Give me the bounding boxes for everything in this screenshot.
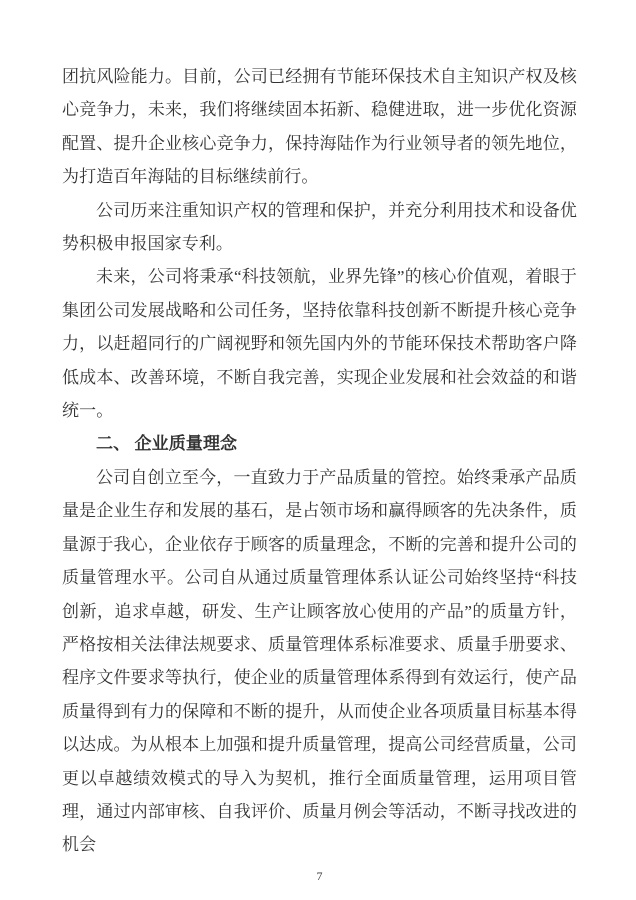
body-paragraph: 团抗风险能力。目前，公司已经拥有节能环保技术自主知识产权及核心竞争力，未来，我们将继续固本拓新、稳健进取，进一步优化资源配置、提升企业核心竞争力，保持海陆作为行业领导者的领先地位，为打造百年海陆的目标继续前行。 [62, 67, 577, 187]
body-paragraph: 公司自创立至今，一直致力于产品质量的管控。始终秉承产品质量是企业生存和发展的基石，是占领市场和赢得顾客的先决条件，质量源于我心，企业依存于顾客的质量理念，不断的完善和提升公司的质量管理水平。公司自从通过质量管理体系认证公司始终坚持“科技创新，追求卓越，研发、生产让顾客放心使用的产品”的质量方针，严格按相关法律法规要求、质量管理体系标准要求、质量手册要求、程序文件要求等执行，使企业的质量管理体系得到有效运行，使产品质量得到有力的保障和不断的提升，从而使企业各项质量目标基本得以达成。为从根本上加强和提升质量管理，提高公司经营质量，公司更以卓越绩效模式的导入为契机，推行全面质量管理，运用项目管理，通过内部审核、自我评价、质量月例会等活动，不断寻找改进的机会 [62, 467, 577, 855]
document-body [62, 60, 577, 862]
page-number: 7 [316, 868, 323, 883]
body-paragraph: 公司历来注重知识产权的管理和保护，并充分利用技术和设备优势积极申报国家专利。 [62, 200, 577, 254]
section-heading: 二、 企业质量理念 [96, 434, 238, 454]
body-paragraph: 未来，公司将秉承“科技领航，业界先锋”的核心价值观，着眼于集团公司发展战略和公司任务，坚持依靠科技创新不断提升核心竞争力，以赶超同行的广阔视野和领先国内外的节能环保技术帮助客户降低成本、改善环境，不断自我完善，实现企业发展和社会效益的和谐统一。 [62, 267, 577, 421]
